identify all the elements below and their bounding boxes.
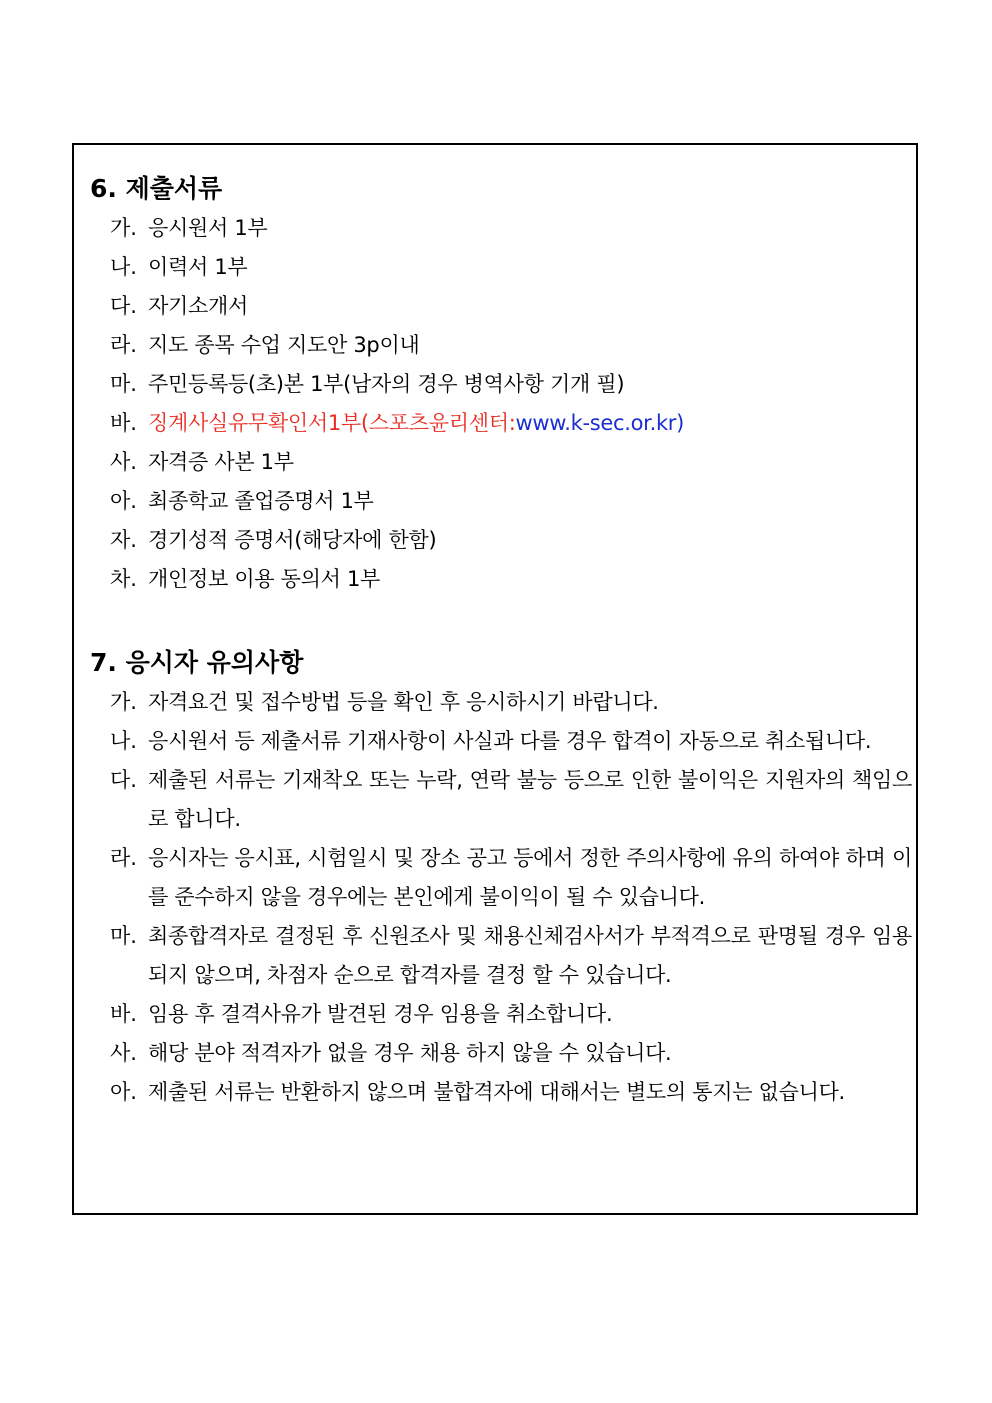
sports-ethics-center-label: 스포츠윤리센터: — [368, 411, 516, 435]
list-item — [90, 248, 912, 287]
item-marker: 자. — [110, 528, 137, 552]
item-marker: 나. — [110, 729, 137, 753]
item-marker: 바. — [110, 1002, 137, 1026]
item-text: 응시원서 등 제출서류 기재사항이 사실과 다를 경우 합격이 자동으로 취소됩니다. — [148, 729, 872, 753]
sports-ethics-center-link[interactable]: www.k-sec.or.kr) — [515, 411, 685, 435]
list-item — [90, 326, 912, 365]
item-marker: 라. — [110, 333, 137, 357]
item-text: 자기소개서 — [148, 294, 248, 318]
list-item — [90, 365, 912, 404]
list-item — [90, 1073, 912, 1112]
item-marker: 사. — [110, 1041, 137, 1065]
item-text: 최종학교 졸업증명서 1부 — [148, 489, 374, 513]
item-text: 주민등록등(초)본 1부(남자의 경우 병역사항 기개 필) — [148, 372, 625, 396]
list-item — [90, 683, 912, 722]
item-marker: 가. — [110, 216, 137, 240]
item-text — [148, 404, 912, 443]
list-item — [90, 839, 912, 917]
list-item — [90, 287, 912, 326]
item-marker: 마. — [110, 372, 137, 396]
item-marker: 바. — [110, 411, 137, 435]
list-item — [90, 482, 912, 521]
item-marker: 아. — [110, 1080, 137, 1104]
section-title: 7. 응시자 유의사항 — [90, 648, 304, 677]
item-marker: 다. — [110, 294, 137, 318]
item-text: 제출된 서류는 반환하지 않으며 불합격자에 대해서는 별도의 통지는 없습니다. — [148, 1080, 845, 1104]
list-item — [90, 761, 912, 839]
item-marker: 나. — [110, 255, 137, 279]
item-marker: 라. — [110, 846, 137, 870]
section-submission-documents — [90, 169, 912, 599]
item-text: 자격증 사본 1부 — [148, 450, 294, 474]
document-box — [72, 143, 918, 1215]
list-item — [90, 722, 912, 761]
item-text: 응시자는 응시표, 시험일시 및 장소 공고 등에서 정한 주의사항에 유의 하여야 하며 이를 준수하지 않을 경우에는 본인에게 불이익이 될 수 있습니다. — [148, 846, 912, 909]
list-item-ethics-certificate — [90, 404, 912, 443]
item-marker: 차. — [110, 567, 137, 591]
list-item — [90, 521, 912, 560]
list-item — [90, 443, 912, 482]
item-text: 경기성적 증명서(해당자에 한함) — [148, 528, 437, 552]
list-item — [90, 917, 912, 995]
item-marker: 아. — [110, 489, 137, 513]
item-text: 제출된 서류는 기재착오 또는 누락, 연락 불능 등으로 인한 불이익은 지원자의 책임으로 합니다. — [148, 768, 912, 831]
ethics-certificate-text: 징계사실유무확인서1부( — [148, 411, 369, 435]
item-text: 임용 후 결격사유가 발견된 경우 임용을 취소합니다. — [148, 1002, 613, 1026]
list-item — [90, 560, 912, 599]
list-item — [90, 1034, 912, 1073]
item-marker: 마. — [110, 924, 137, 948]
list-item — [90, 209, 912, 248]
item-text: 응시원서 1부 — [148, 216, 268, 240]
item-text: 이력서 1부 — [148, 255, 248, 279]
section-title: 6. 제출서류 — [90, 174, 223, 203]
item-text: 개인정보 이용 동의서 1부 — [148, 567, 381, 591]
item-marker: 가. — [110, 690, 137, 714]
item-text: 지도 종목 수업 지도안 3p이내 — [148, 333, 420, 357]
item-text: 자격요건 및 접수방법 등을 확인 후 응시하시기 바랍니다. — [148, 690, 659, 714]
section-applicant-notes — [90, 643, 912, 1112]
item-marker: 다. — [110, 768, 137, 792]
item-text: 최종합격자로 결정된 후 신원조사 및 채용신체검사서가 부적격으로 판명될 경우 임용되지 않으며, 차점자 순으로 합격자를 결정 할 수 있습니다. — [148, 924, 912, 987]
list-item — [90, 995, 912, 1034]
item-marker: 사. — [110, 450, 137, 474]
item-text: 해당 분야 적격자가 없을 경우 채용 하지 않을 수 있습니다. — [148, 1041, 672, 1065]
